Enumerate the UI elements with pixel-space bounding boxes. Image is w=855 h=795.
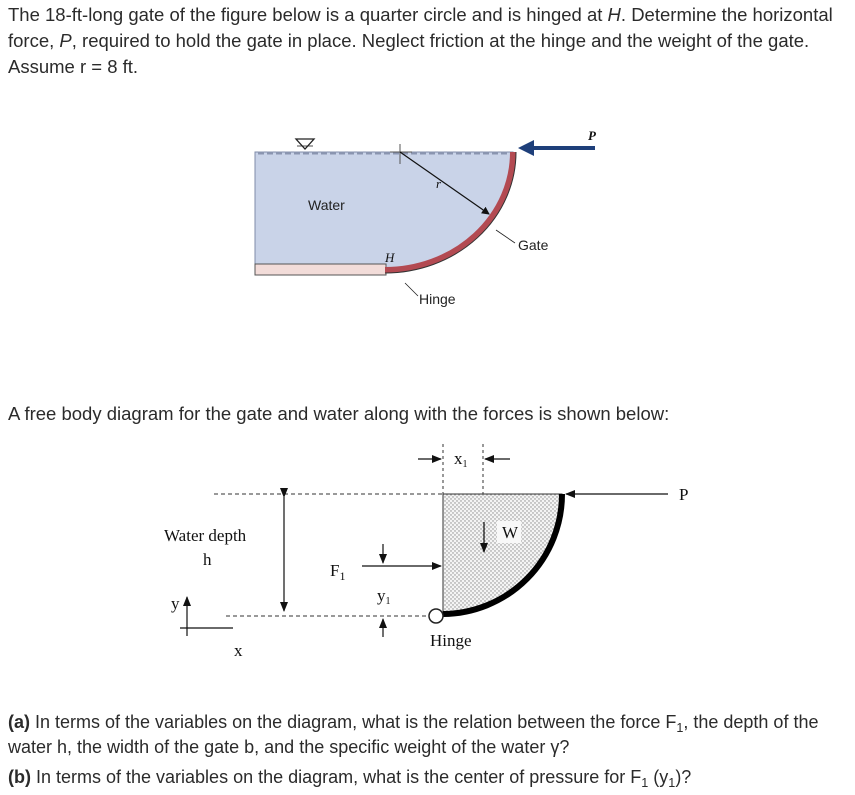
force-symbol: P (59, 30, 72, 51)
hinge-point-label: H (385, 250, 395, 265)
water-region (255, 152, 513, 270)
question-b (8, 765, 848, 790)
intro-text-1: The 18-ft-long gate of the figure below is a quarter circle and is hinged at (8, 4, 608, 25)
force-p-label: P (588, 128, 596, 143)
question-a-prefix: (a) (8, 712, 30, 732)
gate-leader (496, 230, 515, 243)
question-a (8, 710, 848, 760)
intro-text-2: . Determine the horizontal force, (8, 4, 833, 51)
floor-slab (255, 264, 386, 275)
hinge-symbol: H (607, 4, 621, 25)
axis-x-label: x (234, 641, 243, 660)
hinge-label: Hinge (419, 291, 456, 307)
question-a-sub: 1 (676, 720, 684, 735)
fbd-hinge-label: Hinge (430, 631, 472, 650)
y1-label: y1 (377, 586, 391, 607)
fbd-force-p-label: P (679, 485, 689, 504)
water-label: Water (308, 197, 345, 213)
axis-y-label: y (171, 594, 180, 613)
free-surface-icon (296, 139, 314, 149)
question-b-text-1: In terms of the variables on the diagram, what is the center of pressure for F (30, 767, 642, 787)
question-a-text-2: , the depth of the water h, the width of the gate b, and the specific weight of the water γ? (8, 712, 819, 757)
question-b-sub-2: 1 (668, 775, 676, 790)
hinge-circle (429, 609, 443, 623)
question-b-text-3: )? (675, 767, 692, 787)
question-b-text-2: (y (648, 767, 669, 787)
intro-text-3: , required to hold the gate in place. Neglect friction at the hinge and the weight of the gate. (71, 30, 810, 51)
free-body-diagram (0, 420, 855, 720)
fbd-intro: A free body diagram for the gate and water along with the forces is shown below: (8, 403, 670, 424)
question-b-sub-1: 1 (641, 775, 649, 790)
question-b-prefix: (b) (8, 767, 31, 787)
question-a-text-1: In terms of the variables on the diagram, what is the relation between the force F (30, 712, 677, 732)
radius-label: r (436, 176, 442, 191)
assumption-text: Assume r = 8 ft. (8, 56, 139, 77)
hinge-leader (405, 283, 418, 296)
water-depth-label: Water depth (164, 526, 247, 545)
depth-symbol: h (203, 550, 212, 569)
weight-label: W (502, 523, 519, 542)
gate-label: Gate (518, 237, 549, 253)
x1-label: x1 (454, 449, 468, 470)
force-p-arrowhead (518, 140, 534, 156)
f1-label: $F_1$ (330, 561, 346, 583)
